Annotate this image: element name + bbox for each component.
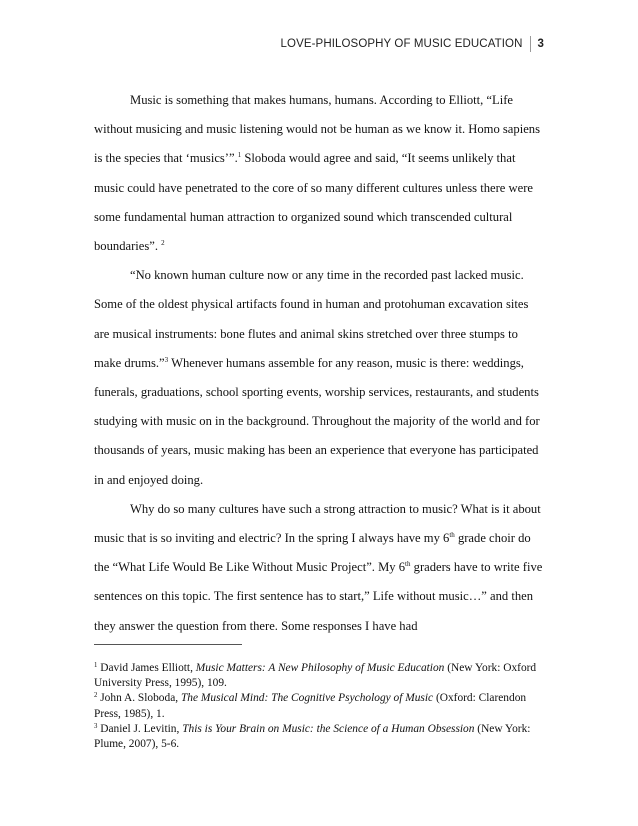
footnote-number: 1 <box>94 662 98 669</box>
footnote-text: (New York: Oxford University Press, 1995), 109. <box>94 662 537 690</box>
paragraph-text: “No known human culture now or any time in the recorded past lacked music. Some of the oldest physical artifacts found in human and protohuman excavation sites are musical instruments: bone flutes and animal skins stretched over three stumps to make drums.” <box>94 268 529 370</box>
paragraph <box>94 495 546 641</box>
paragraph-text: Music is something that makes humans, humans. According to Elliott, “Life without musicing and music listening would not be human as we know it. Homo sapiens is the species that ‘musics’”. <box>94 93 540 166</box>
footnote-reference: th <box>405 560 411 569</box>
footnote-book-title: The Musical Mind: The Cognitive Psychology of Music <box>180 692 434 705</box>
footnote <box>94 691 546 721</box>
body-text <box>94 86 546 641</box>
footnote-book-title: This is Your Brain on Music: the Science of a Human Obsession <box>182 722 475 735</box>
footnote-reference: th <box>449 531 455 540</box>
paragraph-text: Why do so many cultures have such a strong attraction to music? What is it about music that is so inviting and electric? In the spring I always have my 6 <box>94 501 541 546</box>
footnote-reference: 3 <box>164 355 169 364</box>
header-divider <box>530 36 531 52</box>
footnote <box>94 722 546 752</box>
page-number: 3 <box>537 38 544 50</box>
footnote-text: Daniel J. Levitin, <box>97 722 183 735</box>
page-header <box>281 36 544 52</box>
paragraph <box>94 86 546 261</box>
footnote-book-title: Music Matters: A New Philosophy of Music Education <box>195 662 445 674</box>
footnote-separator <box>94 644 242 645</box>
footnote-number: 2 <box>94 692 98 700</box>
paragraph-text: Sloboda would agree and said, “It seems unlikely that music could have penetrated to the core of so many different cultures unless there were some fundamental human attraction to organized sound which transcended cultural boundaries”. <box>94 151 533 254</box>
paragraph-text: Whenever humans assemble for any reason, music is there: weddings, funerals, graduations, school sporting events, worship services, restaurants, and students studying with music on in the background. Throughout the majority of the world and for thousands of years, music making has been an experience that everyone has participated in and enjoyed doing. <box>94 355 540 487</box>
paragraph-text: grade choir do the “What Life Would Be Like Without Music Project”. My 6 <box>94 531 531 575</box>
footnote-reference: 2 <box>161 239 165 248</box>
paragraph <box>94 261 546 495</box>
footnote <box>94 661 546 691</box>
running-head: LOVE-PHILOSOPHY OF MUSIC EDUCATION <box>280 38 523 50</box>
footnote-text: (Oxford: Clarendon Press, 1985), 1. <box>94 692 527 720</box>
footnote-text: (New York: Plume, 2007), 5-6. <box>94 722 531 751</box>
footnotes <box>94 661 546 752</box>
paragraph-text: graders have to write five sentences on this topic. The first sentence has to start,” Life without music…” and then they answer the question from there. Some responses I have had <box>94 560 543 633</box>
footnote-text: John A. Sloboda, <box>97 692 181 705</box>
footnote-text: David James Elliott, <box>97 662 196 674</box>
footnote-reference: 1 <box>237 151 242 160</box>
footnote-number: 3 <box>94 722 98 730</box>
